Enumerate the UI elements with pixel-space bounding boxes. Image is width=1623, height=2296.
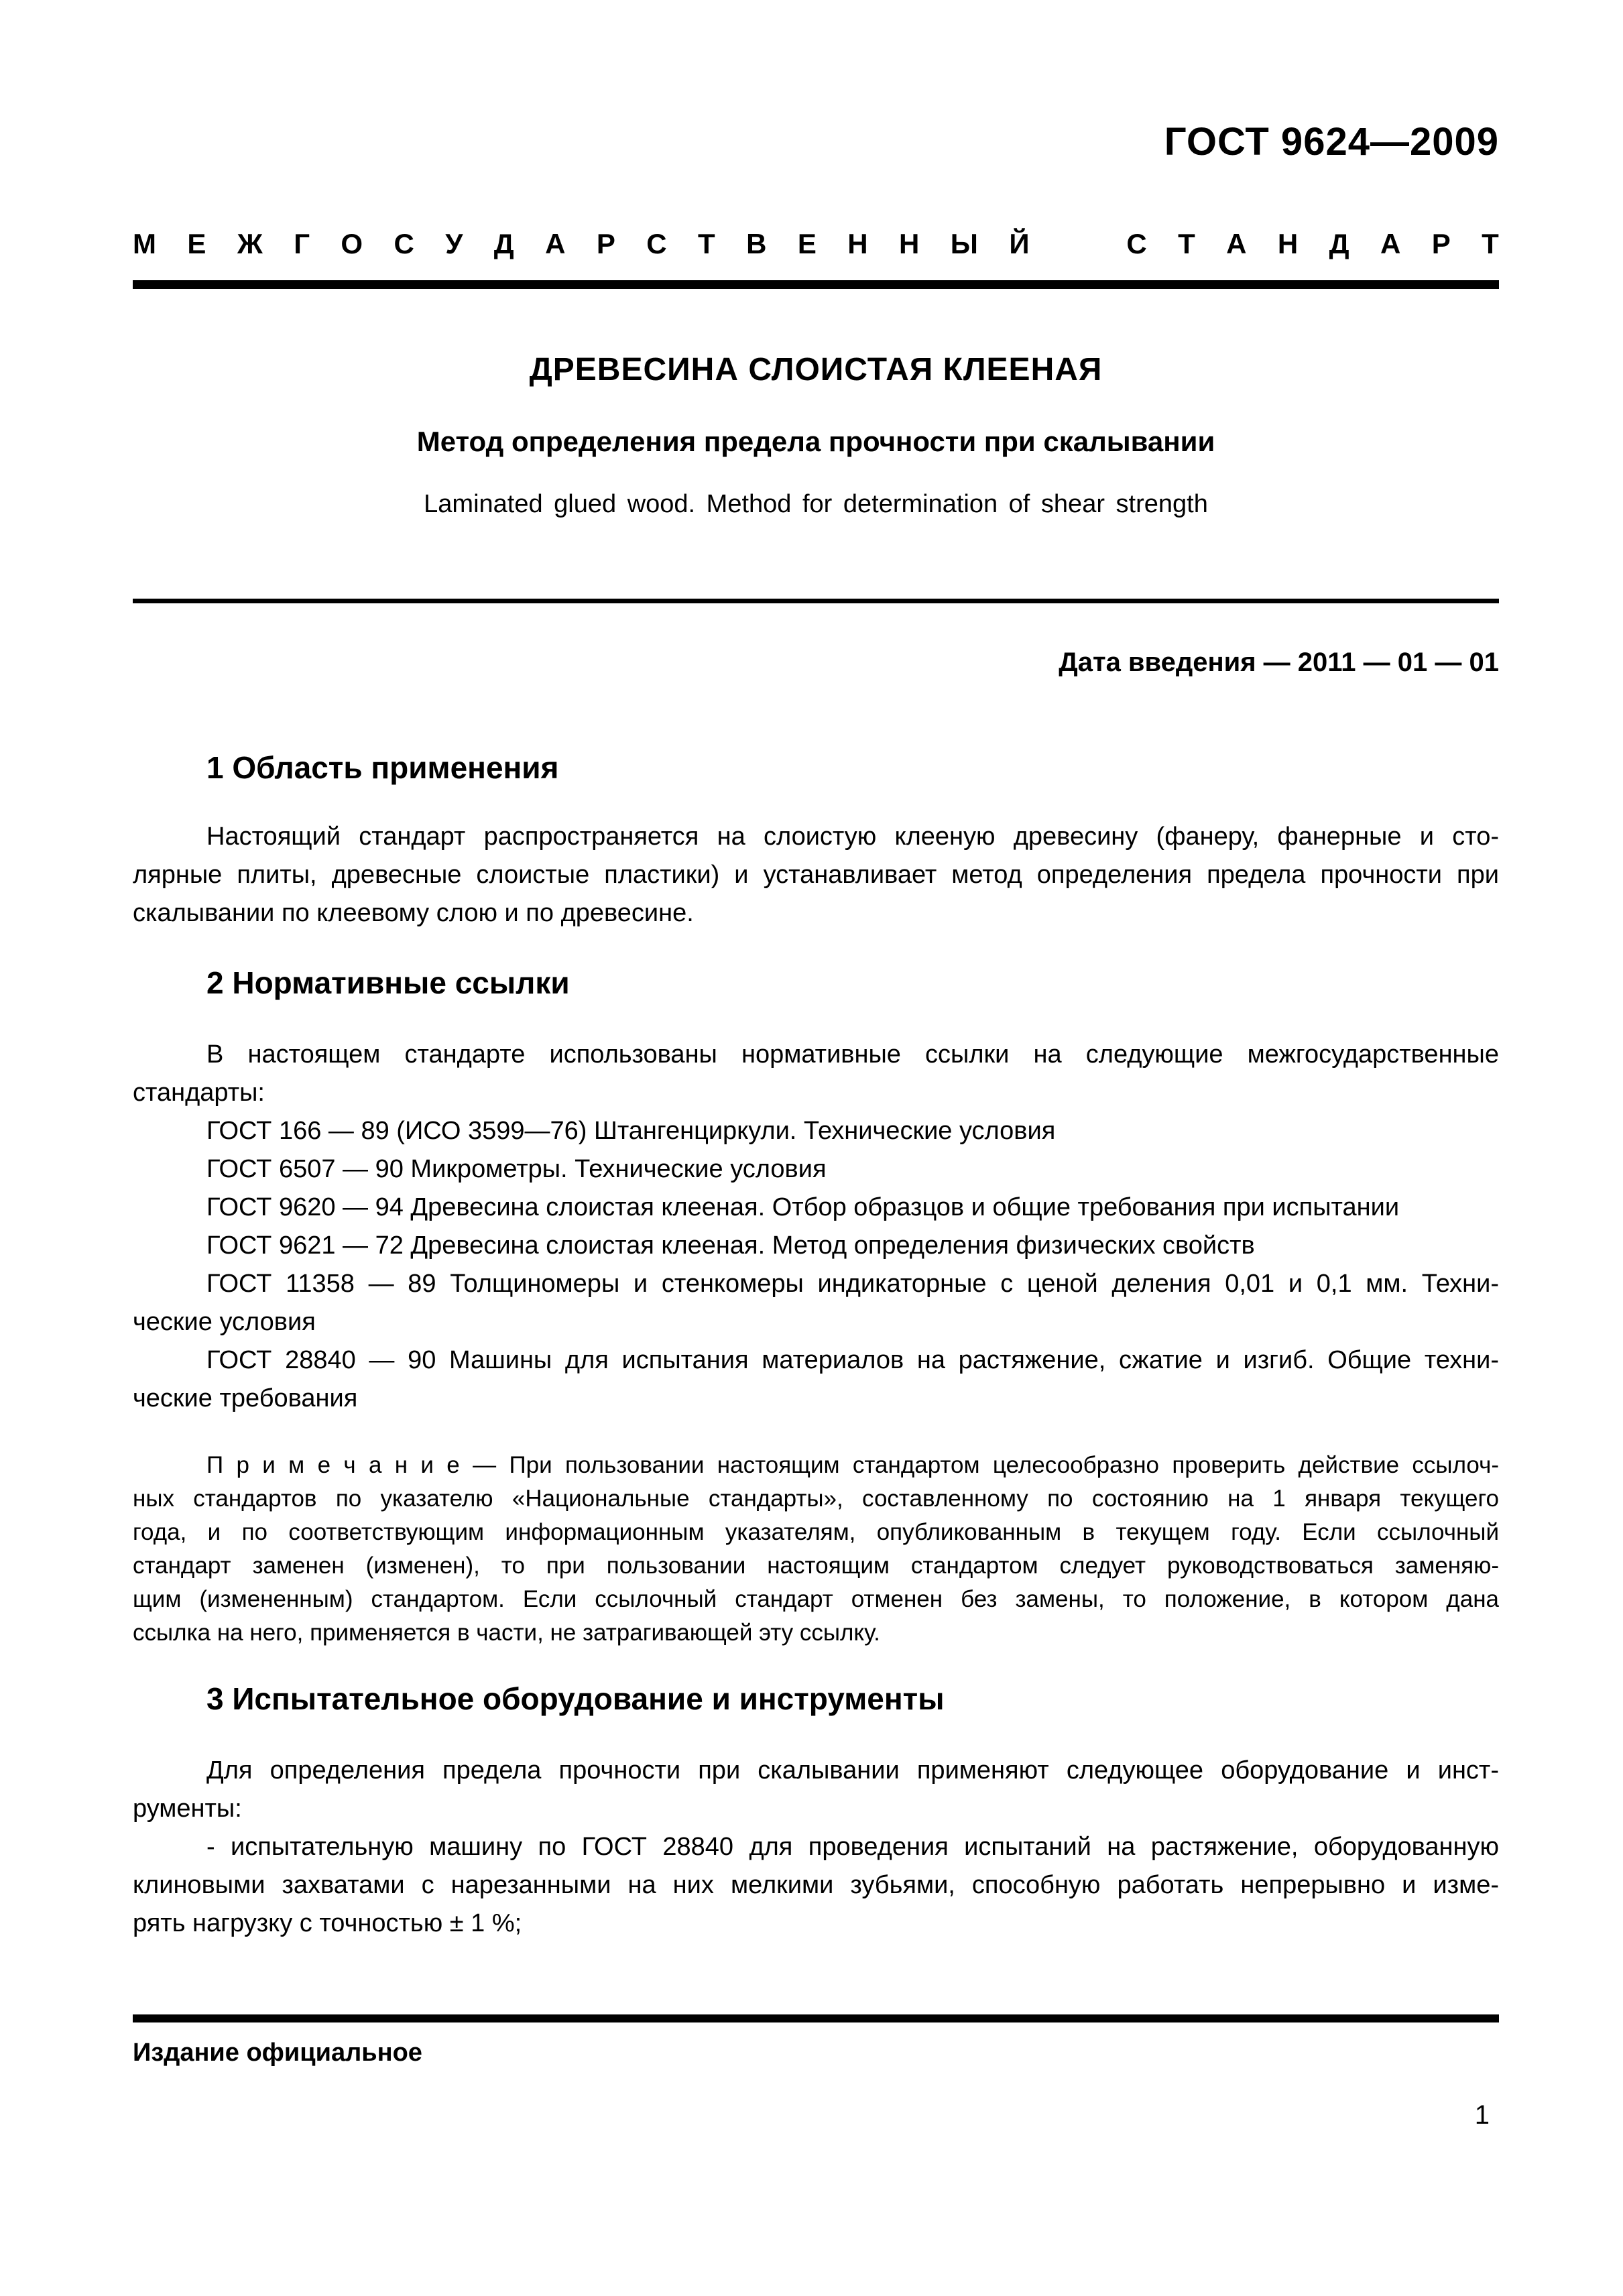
text-line: Для определения предела прочности при скалывании применяют следующее оборудование и инст-	[206, 1756, 1499, 1785]
text-line: рять нагрузку с точностью ± 1 %;	[133, 1909, 522, 1937]
section-1-heading: 1 Область применения	[206, 750, 559, 785]
reference-line: ГОСТ 9621 — 72 Древесина слоистая клееная. Метод определения физических свойств	[206, 1231, 1255, 1260]
note-line: года, и по соответствующим информационным указателям, опубликованным в текущем году. Если ссылочный	[133, 1519, 1499, 1545]
reference-line: ГОСТ 6507 — 90 Микрометры. Технические условия	[206, 1155, 827, 1183]
text-line: стандарты:	[133, 1079, 265, 1107]
text-line: - испытательную машину по ГОСТ 28840 для проведения испытаний на растяжение, оборудованную	[206, 1833, 1499, 1861]
reference-line: ГОСТ 28840 — 90 Машины для испытания материалов на растяжение, сжатие и изгиб. Общие техни-	[206, 1346, 1499, 1374]
text-line: скалывании по клеевому слою и по древесине.	[133, 899, 694, 927]
document-subtitle-ru: Метод определения предела прочности при скалывании	[416, 426, 1215, 457]
page-number: 1	[1474, 2100, 1490, 2130]
section-2-heading: 2 Нормативные ссылки	[206, 965, 570, 1000]
standard-type-banner: М Е Ж Г О С У Д А Р С Т В Е Н Н Ы Й С Т А Н Д А Р Т	[133, 228, 1499, 259]
header-rule	[133, 280, 1499, 289]
note-line: ных стандартов по указателю «Национальные стандарты», составленному по состоянию на 1 января текущего	[133, 1486, 1499, 1512]
reference-line: ческие условия	[133, 1308, 316, 1336]
text-line: клиновыми захватами с нарезанными на них мелкими зубьями, способную работать непрерывно и изме-	[133, 1871, 1499, 1899]
footer-rule	[133, 2014, 1499, 2022]
text-line: В настоящем стандарте использованы нормативные ссылки на следующие межгосударственные	[206, 1040, 1499, 1069]
note-line: щим (измененным) стандартом. Если ссылочный стандарт отменен без замены, то положение, в котором дана	[133, 1586, 1499, 1612]
text-line: рументы:	[133, 1795, 242, 1823]
note-line: стандарт заменен (изменен), то при пользовании настоящим стандартом следует руководствоваться заменяю-	[133, 1553, 1499, 1579]
note-block	[133, 1449, 1499, 1650]
page-content	[133, 0, 1499, 2128]
section-3-heading: 3 Испытательное оборудование и инструменты	[206, 1681, 945, 1716]
section-3-paragraph-2	[133, 1828, 1499, 1943]
reference-line: ГОСТ 9620 — 94 Древесина слоистая клееная. Отбор образцов и общие требования при испытании	[206, 1193, 1400, 1221]
section-1-paragraph	[133, 818, 1499, 932]
edition-note: Издание официальное	[133, 2039, 422, 2067]
document-title-ru: ДРЕВЕСИНА СЛОИСТАЯ КЛЕЕНАЯ	[529, 352, 1103, 387]
section-2-reference-list	[133, 1112, 1499, 1418]
text-line: лярные плиты, древесные слоистые пластики) и устанавливает метод определения предела прочности при	[133, 861, 1499, 889]
note-line: ссылка на него, применяется в части, не затрагивающей эту ссылку.	[133, 1620, 880, 1646]
text-line: Настоящий стандарт распространяется на слоистую клееную древесину (фанеру, фанерные и сто-	[206, 823, 1499, 851]
title-rule	[133, 599, 1499, 603]
reference-line: ГОСТ 11358 — 89 Толщиномеры и стенкомеры индикаторные с ценой деления 0,01 и 0,1 мм. Техни-	[206, 1270, 1499, 1298]
reference-line: ческие требования	[133, 1384, 358, 1412]
effective-date: Дата введения — 2011 — 01 — 01	[1059, 648, 1499, 677]
document-title-en: Laminated glued wood. Method for determination of shear strength	[424, 490, 1208, 518]
section-3-paragraph-1	[133, 1752, 1499, 1828]
doc-code: ГОСТ 9624—2009	[1164, 120, 1499, 164]
note-line: П р и м е ч а н и е — При пользовании настоящим стандартом целесообразно проверить действие ссылоч-	[206, 1452, 1499, 1478]
section-2-intro-paragraph	[133, 1036, 1499, 1112]
reference-line: ГОСТ 166 — 89 (ИСО 3599—76) Штангенциркули. Технические условия	[206, 1117, 1056, 1145]
